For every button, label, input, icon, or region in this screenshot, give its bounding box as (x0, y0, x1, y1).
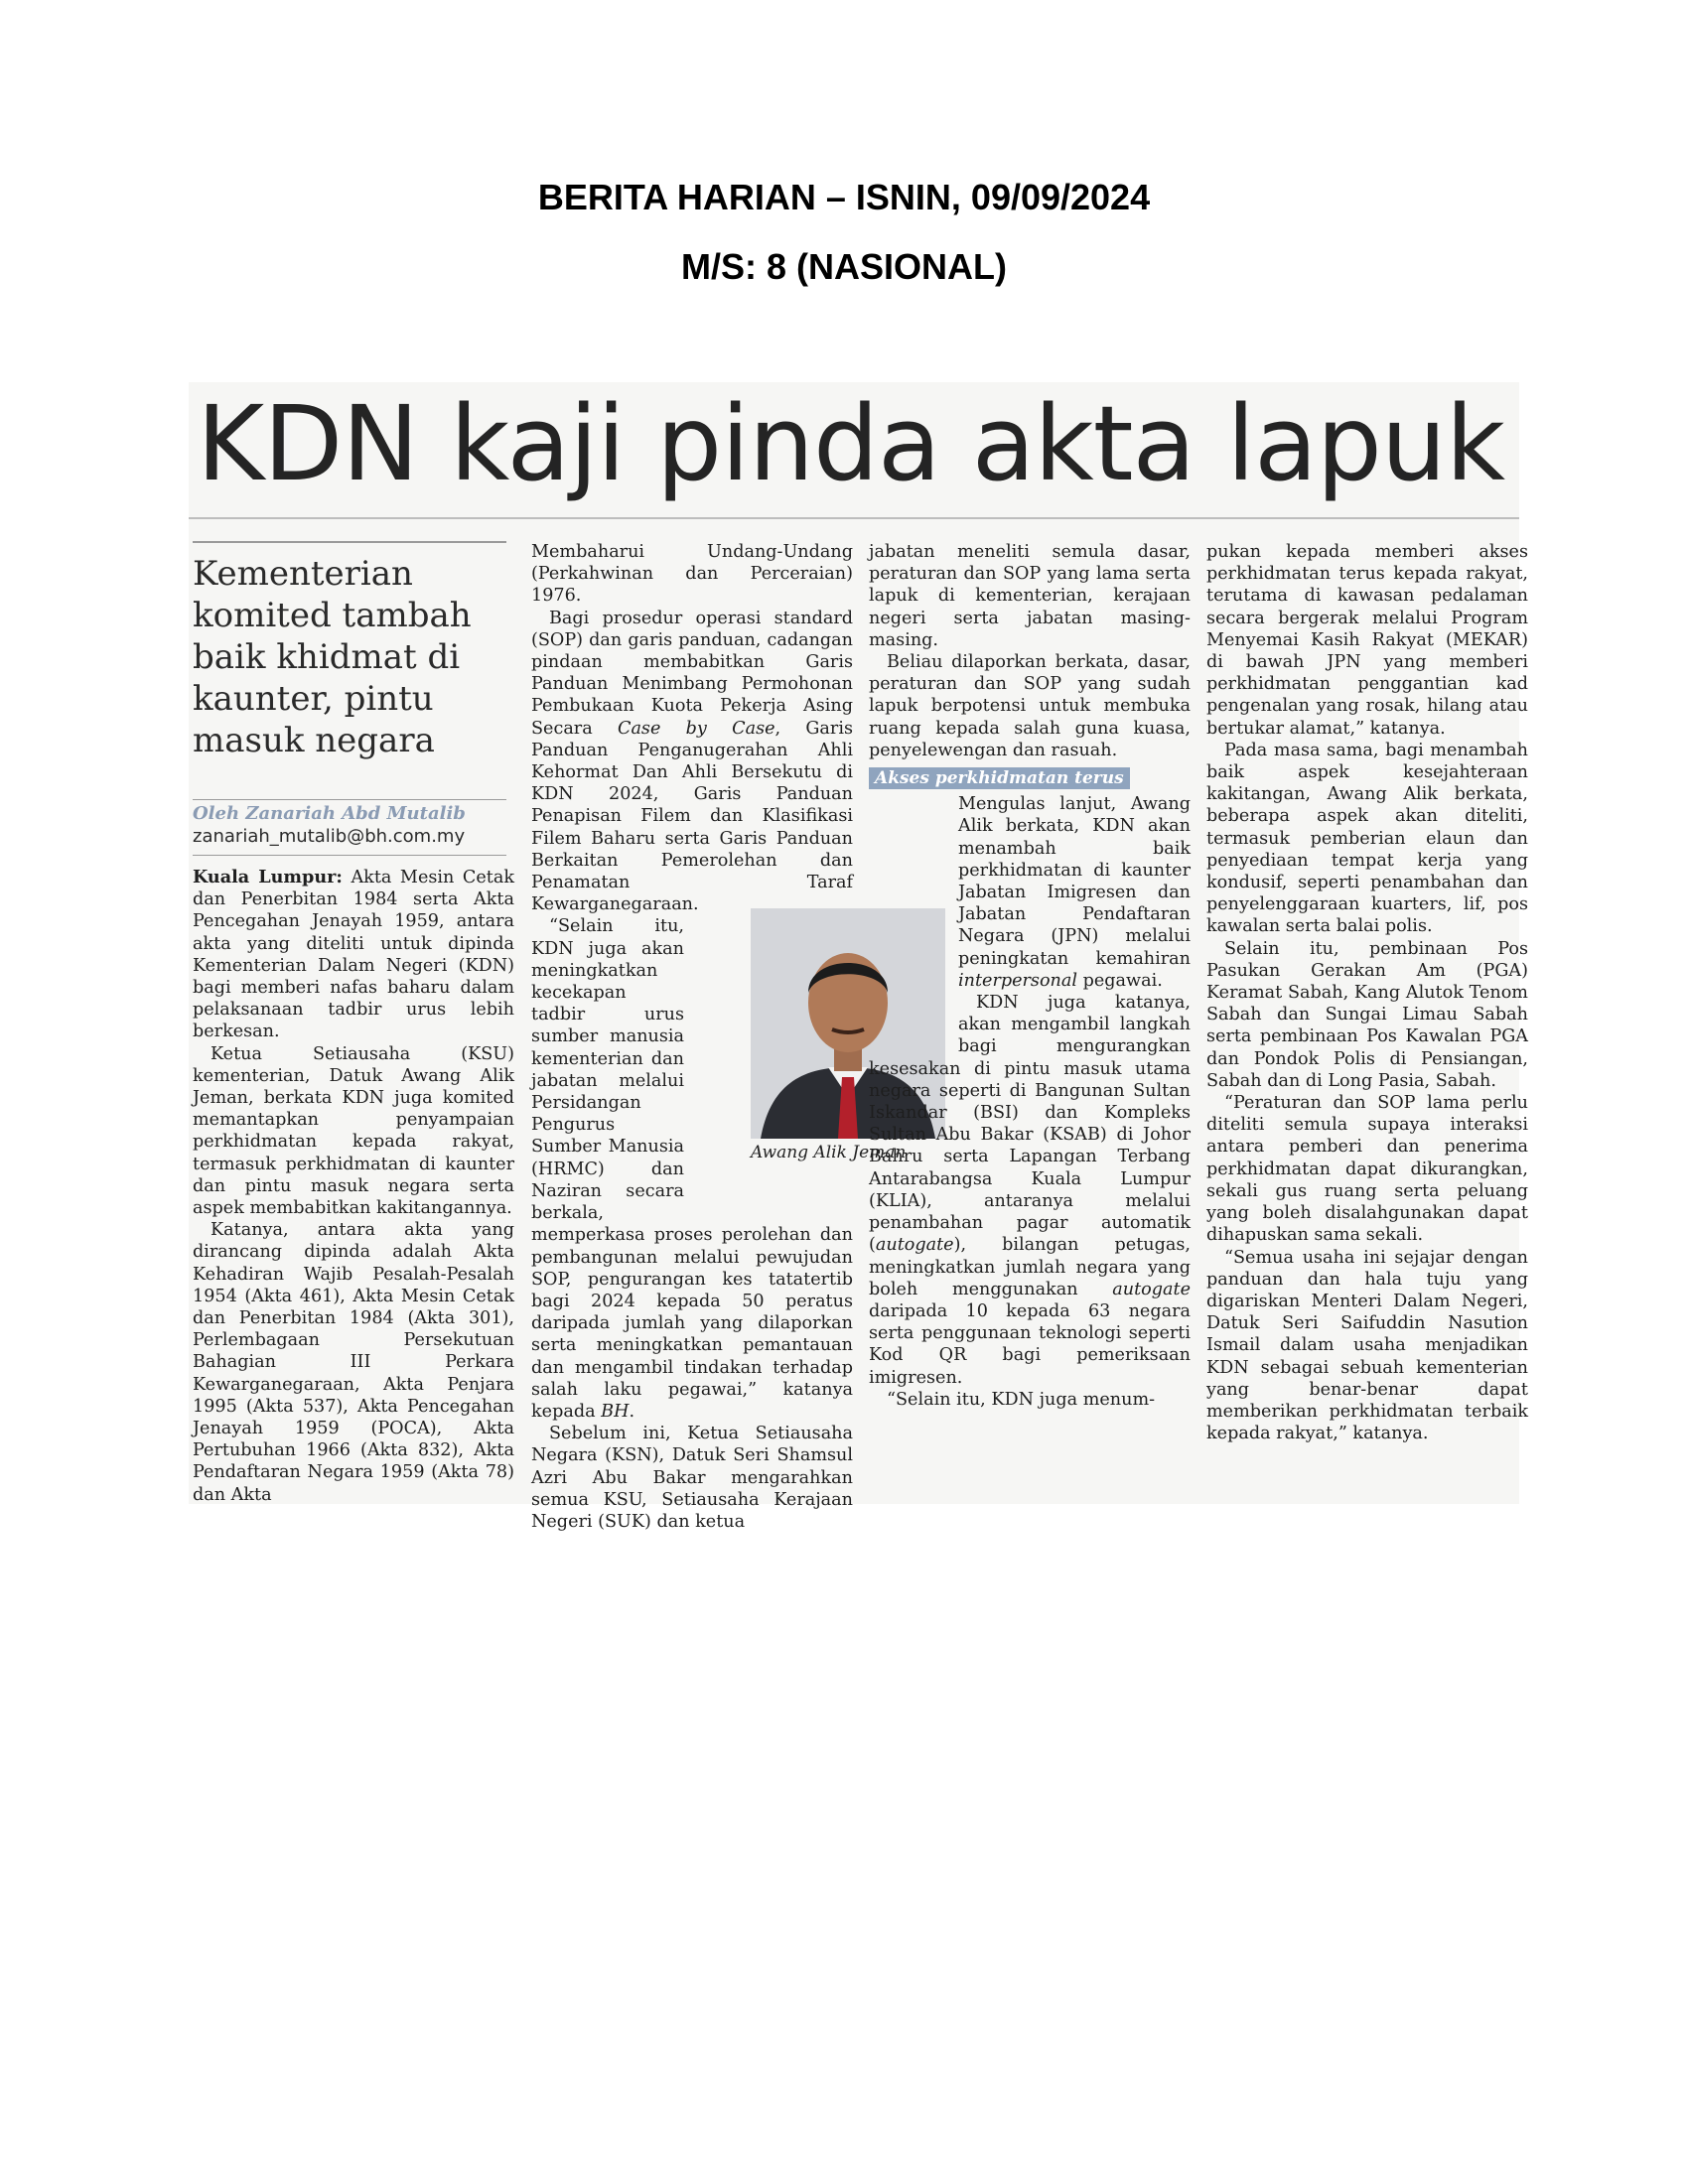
paragraph: Selain itu, pembinaan Pos Pasukan Gerakan Am (PGA) Keramat Sabah, Kang Alutok Tenom Sabah dan Sungai Limau Sabah serta pembinaan Pos Kawalan PGA dan Pondok Polis di Pensiangan, Sabah dan di Long Pasia, Sabah. (1206, 938, 1528, 1091)
byline-divider (193, 855, 506, 856)
article-byline: Oleh Zanariah Abd Mutalib (193, 803, 466, 824)
newspaper-clipping (189, 382, 1528, 1532)
clipping-source-date: BERITA HARIAN – ISNIN, 09/09/2024 (537, 177, 1151, 217)
paragraph: Beliau dilaporkan berkata, dasar, peraturan dan SOP yang sudah lapuk berpotensi untuk membuka ruang kepada salah guna kuasa, penyelewengan dan rasuah. (869, 652, 1191, 760)
paragraph: Bagi prosedur operasi standard (SOP) dan garis panduan, cadangan pindaan membabitkan Garis Panduan Menimbang Permohonan Pembukaan Kuota Pekerja Asing Secara Case by Case, Garis Panduan Penganugerahan Ahli Kehormat Dan Ahli Bersekutu di KDN 2024, Garis Panduan Penapisan Filem dan Klasifikasi Filem Baharu serta Garis Panduan Berkaitan Pemerolehan dan Penamatan Taraf Kewarganegaraan. (531, 608, 853, 915)
paragraph: “Peraturan dan SOP lama perlu diteliti semula supaya interaksi antara pemberi dan penerima perkhidmatan dapat dikurangkan, sekali gus ruang serta peluang yang boleh disalahgunakan dapat dihapuskan sama sekali. (1206, 1093, 1528, 1246)
paragraph: jabatan meneliti semula dasar, peraturan dan SOP yang lama serta lapuk di kementerian, kerajaan negeri serta jabatan masing-masing. (869, 542, 1191, 650)
deck-bottom-rule (193, 799, 506, 800)
paragraph: KDN juga katanya, akan mengambil langkah bagi mengurangkan kesesakan di pintu masuk utama negara seperti di Bangunan Sultan Iskandar (BSI) dan Kompleks Sultan Abu Bakar (KSAB) di Johor Bahru serta Lapangan Terbang Antarabangsa Kuala Lumpur (KLIA), antaranya melalui penambahan pagar automatik (autogate), bilangan petugas, meningkatkan jumlah negara yang boleh menggunakan autogate daripada 10 kepada 63 negara serta penggunaan teknologi seperti Kod QR bagi pemeriksaan imigresen. (869, 993, 1191, 1388)
paragraph: “Selain itu, KDN juga akan meningkatkan kecekapan tadbir urus sumber manusia kementerian dan jabatan melalui Persidangan Pengurus Sumber Manusia (HRMC) dan Naziran secara berkala, memperkasa proses perolehan dan pembangunan melalui pewujudan SOP, pengurangan kes tatatertib bagi 2024 kepada 50 peratus daripada jumlah yang dilaporkan serta meningkatkan pemantauan dan mengambil tindakan terhadap salah laku pegawai,” katanya kepada BH. (531, 916, 853, 1422)
deck-top-rule (193, 541, 506, 543)
article-column-4 (1206, 541, 1528, 1444)
paragraph: pukan kepada memberi akses perkhidmatan terus kepada rakyat, terutama di kawasan pedalaman secara bergerak melalui Program Menyemai Kasih Rakyat (MEKAR) di bawah JPN yang memberi perkhidmatan penggantian kad pengenalan yang rosak, hilang atau bertukar alamat,” katanya. (1206, 542, 1528, 739)
clipping-page-section: M/S: 8 (NASIONAL) (681, 246, 1007, 287)
article-deck: Kementerian komited tambah baik khidmat di kaunter, pintu masuk negara (193, 554, 472, 760)
paragraph: “Selain itu, KDN juga menum- (887, 1389, 1156, 1410)
paragraph: Ketua Setiausaha (KSU) kementerian, Datuk Awang Alik Jeman, berkata KDN juga komited memantapkan penyampaian perkhidmatan kepada rakyat, termasuk perkhidmatan di kaunter dan pintu masuk negara serta aspek membabitkan kakitangannya. (193, 1043, 514, 1219)
photo-wrap-space (869, 833, 958, 1051)
article-column-1 (193, 867, 514, 1506)
paragraph: Membaharui Undang-Undang (Perkahwinan dan Perceraian) 1976. (531, 542, 853, 607)
paragraph: Mengulas lanjut, Awang Alik berkata, KDN akan menambah baik perkhidmatan di kaunter Jabatan Imigresen dan Jabatan Pendaftaran Negara (JPN) melalui peningkatan kemahiran interpersonal pegawai. (958, 794, 1191, 991)
paragraph: Sebelum ini, Ketua Setiausaha Negara (KSN), Datuk Seri Shamsul Azri Abu Bakar mengarahkan semua KSU, Setiausaha Kerajaan Negeri (SUK) dan ketua (531, 1424, 853, 1532)
paragraph: “Semua usaha ini sejajar dengan panduan dan hala tuju yang digariskan Menteri Dalam Negeri, Datuk Seri Saifuddin Nasution Ismail dalam usaha menjadikan KDN sebagai sebuah kementerian yang benar-benar dapat memberikan perkhidmatan terbaik kepada rakyat,” katanya. (1206, 1247, 1528, 1444)
author-email[interactable]: zanariah_mutalib@bh.com.my (193, 826, 466, 847)
paragraph: Katanya, antara akta yang dirancang dipinda adalah Akta Kehadiran Wajib Pesalah-Pesalah 1954 (Akta 461), Akta Mesin Cetak dan Penerbitan 1984 (Akta 301), Perlembagaan Persekutuan Bahagian III Perkara Kewarganegaraan, Akta Penjara 1995 (Akta 537), Akta Pencegahan Jenayah 1959 (POCA), Akta Pertubuhan 1966 (Akta 832), Akta Pendaftaran Negara 1959 (Akta 78) dan Akta (193, 1220, 514, 1505)
paragraph: Pada masa sama, bagi menambah baik aspek kesejahteraan kakitangan, Awang Alik berkata, beberapa aspek akan diteliti, termasuk pemberian elaun dan penyediaan tempat kerja yang kondusif, seperti penambahan dan penyelenggaraan kuarters, lif, pos kawalan serta balai polis. (1206, 740, 1528, 937)
photo-caption: Awang Alik Jeman (751, 1143, 907, 1162)
article-headline: KDN kaji pinda akta lapuk (197, 383, 1505, 504)
section-subheading: Akses perkhidmatan terus (869, 767, 1130, 789)
paragraph: Kuala Lumpur: Akta Mesin Cetak dan Penerbitan 1984 serta Akta Pencegahan Jenayah 1959, antara akta yang diteliti untuk dipinda Kementerian Dalam Negeri (KDN) bagi memberi nafas baharu dalam pelaksanaan tadbir urus lebih berkesan. (193, 867, 514, 1042)
headline-divider (189, 517, 1519, 519)
article-column-3 (869, 541, 1191, 1411)
dateline: Kuala Lumpur: (193, 867, 343, 887)
